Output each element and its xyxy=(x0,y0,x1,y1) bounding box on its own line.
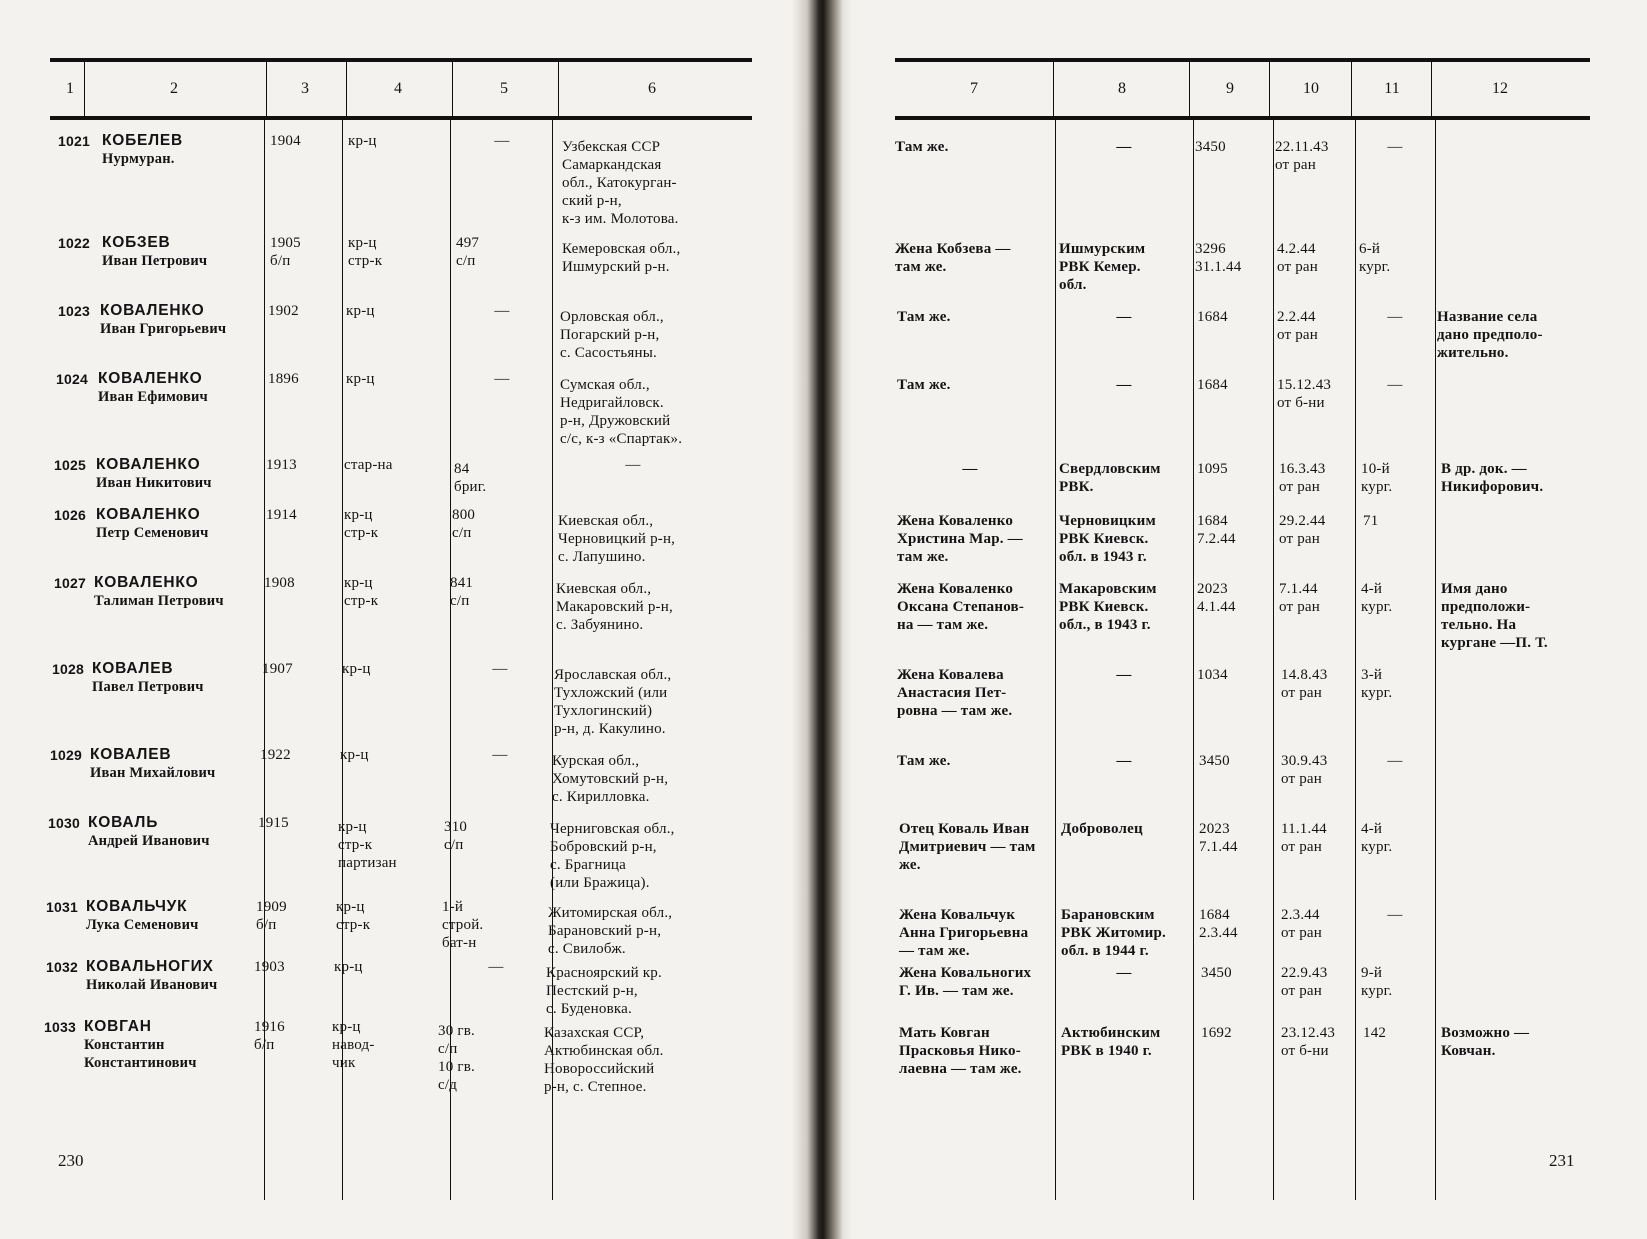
given-name: Талиман Петрович xyxy=(94,593,224,609)
given-name: Иван Григорьевич xyxy=(100,321,227,337)
right-page xyxy=(895,58,1590,1208)
address: Орловская обл., Погарский р-н, с. Сасостьяны. xyxy=(560,309,664,361)
relative: Жена Ковальногих Г. Ив. — там же. xyxy=(899,965,1032,999)
conscripted-by: Черновицким РВК Киевск. обл. в 1943 г. xyxy=(1059,513,1156,565)
grave: 4-й кург. xyxy=(1361,821,1393,855)
surname: КОВАЛЬНОГИХ xyxy=(86,958,214,975)
conscripted-by: Макаровским РВК Киевск. обл., в 1943 г. xyxy=(1059,581,1157,633)
conscripted-by: — xyxy=(1116,309,1132,325)
grave: — xyxy=(1387,907,1403,923)
surname: КОБЗЕВ xyxy=(102,234,171,251)
column-divider xyxy=(1053,62,1054,116)
column-header-10: 10 xyxy=(1303,80,1319,97)
death-date: 2.3.44 от ран xyxy=(1281,907,1322,941)
birth-year: 1915 xyxy=(258,815,289,831)
unit: 497 с/п xyxy=(456,235,480,269)
birth-year: 1905 б/п xyxy=(270,235,301,269)
row-number: 1021 xyxy=(58,133,90,149)
column-divider xyxy=(1431,62,1432,116)
relative: Жена Кобзева — там же. xyxy=(895,241,1011,275)
address: Курская обл., Хомутовский р-н, с. Кирилловка. xyxy=(552,753,669,805)
address: — xyxy=(625,457,641,473)
surname: КОВГАН xyxy=(84,1018,152,1035)
note: Название села дано предполо- жительно. xyxy=(1437,309,1543,361)
address: Киевская обл., Черновицкий р-н, с. Лапушино. xyxy=(558,513,676,565)
birth-year: 1907 xyxy=(262,661,293,677)
header-rule xyxy=(895,116,1590,120)
given-name: Иван Ефимович xyxy=(98,389,208,405)
note: В др. док. — Никифорович. xyxy=(1441,461,1544,495)
note: Возможно — Ковчан. xyxy=(1441,1025,1530,1059)
conscripted-by: — xyxy=(1116,965,1132,981)
column-header-11: 11 xyxy=(1384,80,1400,97)
relative: — xyxy=(962,461,978,477)
birth-year: 1916 б/п xyxy=(254,1019,285,1053)
column-9-value: 1684 xyxy=(1197,309,1228,325)
page-number: 230 xyxy=(58,1151,84,1170)
column-9-value: 2023 7.1.44 xyxy=(1199,821,1238,855)
column-divider xyxy=(1273,120,1274,1200)
given-name: Николай Иванович xyxy=(86,977,218,993)
surname: КОВАЛЕНКО xyxy=(96,456,201,473)
surname: КОВАЛЬЧУК xyxy=(86,898,188,915)
surname: КОВАЛЕНКО xyxy=(100,302,205,319)
column-header-5: 5 xyxy=(500,80,508,97)
address: Казахская ССР, Актюбинская обл. Новороссийский р-н, с. Степное. xyxy=(544,1025,664,1095)
row-number: 1024 xyxy=(56,371,88,387)
column-header-6: 6 xyxy=(648,80,656,97)
address: Кемеровская обл., Ишмурский р-н. xyxy=(562,241,681,275)
relative: Жена Коваленко Оксана Степанов- на — там же. xyxy=(897,581,1025,633)
row-number: 1033 xyxy=(44,1019,76,1035)
column-divider xyxy=(84,62,85,116)
birth-year: 1902 xyxy=(268,303,299,319)
conscripted-by: Барановским РВК Житомир. обл. в 1944 г. xyxy=(1061,907,1167,959)
conscripted-by: — xyxy=(1116,753,1132,769)
death-date: 16.3.43 от ран xyxy=(1279,461,1326,495)
given-name: Петр Семенович xyxy=(96,525,209,541)
column-header-9: 9 xyxy=(1226,80,1234,97)
rank: кр-ц xyxy=(340,747,369,763)
rank: кр-ц xyxy=(346,303,375,319)
unit: — xyxy=(494,303,510,319)
rank: кр-ц xyxy=(348,133,377,149)
address: Житомирская обл., Барановский р-н, с. Свилобж. xyxy=(548,905,673,957)
row-number: 1028 xyxy=(52,661,84,677)
unit: 841 с/п xyxy=(450,575,474,609)
grave: 4-й кург. xyxy=(1361,581,1393,615)
column-9-value: 3450 xyxy=(1199,753,1230,769)
column-divider xyxy=(1355,120,1356,1200)
address: Черниговская обл., Бобровский р-н, с. Брагница (или Бражица). xyxy=(550,821,675,891)
death-date: 22.11.43 от ран xyxy=(1275,139,1329,173)
unit: — xyxy=(492,747,508,763)
unit: 1-й строй. бат-н xyxy=(442,899,484,951)
given-name: Иван Петрович xyxy=(102,253,208,269)
row-number: 1030 xyxy=(48,815,80,831)
grave: 6-й кург. xyxy=(1359,241,1391,275)
column-9-value: 1034 xyxy=(1197,667,1228,683)
column-header-12: 12 xyxy=(1492,80,1508,97)
grave: 71 xyxy=(1363,513,1379,529)
rank: кр-ц xyxy=(334,959,363,975)
unit: 30 гв. с/п 10 гв. с/д xyxy=(438,1023,475,1093)
surname: КОВАЛЬ xyxy=(88,814,159,831)
column-9-value: 3450 xyxy=(1195,139,1226,155)
address: Узбекская ССР Самаркандская обл., Катокурган- ский р-н, к-з им. Молотова. xyxy=(562,139,679,227)
column-header-1: 1 xyxy=(66,80,74,97)
left-page xyxy=(44,58,752,1208)
surname: КОБЕЛЕВ xyxy=(102,132,184,149)
top-rule xyxy=(895,58,1590,62)
column-9-value: 1684 xyxy=(1197,377,1228,393)
page-number: 231 xyxy=(1549,1151,1575,1170)
rank: стар-на xyxy=(344,457,393,473)
rank: кр-ц стр-к xyxy=(344,575,379,609)
column-9-value: 3296 31.1.44 xyxy=(1195,241,1242,275)
column-header-4: 4 xyxy=(394,80,402,97)
death-date: 2.2.44 от ран xyxy=(1277,309,1318,343)
death-date: 11.1.44 от ран xyxy=(1281,821,1327,855)
surname: КОВАЛЕНКО xyxy=(98,370,203,387)
relative: Там же. xyxy=(897,377,951,393)
relative: Там же. xyxy=(897,309,951,325)
relative: Жена Коваленко Христина Мар. — там же. xyxy=(897,513,1023,565)
relative: Там же. xyxy=(895,139,949,155)
column-divider xyxy=(1193,120,1194,1200)
address: Красноярский кр. Пестский р-н, с. Буденовка. xyxy=(546,965,662,1017)
given-name: Константин Константинович xyxy=(84,1037,197,1071)
column-divider xyxy=(346,62,347,116)
rank: кр-ц стр-к xyxy=(344,507,379,541)
conscripted-by: Актюбинским РВК в 1940 г. xyxy=(1061,1025,1161,1059)
column-header-3: 3 xyxy=(301,80,309,97)
header-rule xyxy=(50,116,752,120)
birth-year: 1914 xyxy=(266,507,297,523)
grave: 10-й кург. xyxy=(1361,461,1393,495)
column-divider xyxy=(1269,62,1270,116)
death-date: 23.12.43 от б-ни xyxy=(1281,1025,1336,1059)
column-divider xyxy=(1351,62,1352,116)
column-9-value: 2023 4.1.44 xyxy=(1197,581,1236,615)
column-divider xyxy=(452,62,453,116)
column-9-value: 1692 xyxy=(1201,1025,1232,1041)
column-divider xyxy=(558,62,559,116)
column-9-value: 1095 xyxy=(1197,461,1228,477)
given-name: Андрей Иванович xyxy=(88,833,210,849)
grave: 9-й кург. xyxy=(1361,965,1393,999)
unit: 310 с/п xyxy=(444,819,468,853)
unit: — xyxy=(494,133,510,149)
grave: — xyxy=(1387,309,1403,325)
unit: — xyxy=(492,661,508,677)
address: Ярославская обл., Тухложский (или Тухлогинский) р-н, д. Какулино. xyxy=(554,667,672,737)
birth-year: 1908 xyxy=(264,575,295,591)
row-number: 1022 xyxy=(58,235,90,251)
birth-year: 1922 xyxy=(260,747,291,763)
conscripted-by: Ишмурским РВК Кемер. обл. xyxy=(1059,241,1146,293)
rank: кр-ц стр-к партизан xyxy=(338,819,397,871)
birth-year: 1904 xyxy=(270,133,301,149)
surname: КОВАЛЕВ xyxy=(90,746,172,763)
column-divider xyxy=(1435,120,1436,1200)
book-spine xyxy=(792,0,852,1239)
rank: кр-ц xyxy=(342,661,371,677)
grave: — xyxy=(1387,753,1403,769)
surname: КОВАЛЕНКО xyxy=(96,506,201,523)
column-header-7: 7 xyxy=(970,80,978,97)
given-name: Нурмуран. xyxy=(102,151,175,167)
column-9-value: 1684 7.2.44 xyxy=(1197,513,1236,547)
grave: 142 xyxy=(1363,1025,1387,1041)
top-rule xyxy=(50,58,752,62)
relative: Мать Ковган Прасковья Нико- лаевна — там же. xyxy=(899,1025,1022,1077)
column-9-value: 1684 2.3.44 xyxy=(1199,907,1238,941)
conscripted-by: — xyxy=(1116,377,1132,393)
conscripted-by: Доброволец xyxy=(1061,821,1143,837)
unit: — xyxy=(488,959,504,975)
column-header-8: 8 xyxy=(1118,80,1126,97)
column-header-2: 2 xyxy=(170,80,178,97)
relative: Жена Ковальчук Анна Григорьевна — там же. xyxy=(899,907,1029,959)
address: Сумская обл., Недригайловск. р-н, Дружовский с/с, к-з «Спартак». xyxy=(560,377,683,447)
rank: кр-ц навод- чик xyxy=(332,1019,375,1071)
unit: 84 бриг. xyxy=(454,461,487,495)
row-number: 1027 xyxy=(54,575,86,591)
given-name: Лука Семенович xyxy=(86,917,199,933)
address: Киевская обл., Макаровский р-н, с. Забуянино. xyxy=(556,581,673,633)
given-name: Иван Никитович xyxy=(96,475,212,491)
birth-year: 1896 xyxy=(268,371,299,387)
row-number: 1025 xyxy=(54,457,86,473)
grave: 3-й кург. xyxy=(1361,667,1393,701)
column-divider xyxy=(1055,120,1056,1200)
death-date: 4.2.44 от ран xyxy=(1277,241,1318,275)
row-number: 1023 xyxy=(58,303,90,319)
grave: — xyxy=(1387,139,1403,155)
row-number: 1032 xyxy=(46,959,78,975)
given-name: Иван Михайлович xyxy=(90,765,216,781)
rank: кр-ц стр-к xyxy=(336,899,371,933)
conscripted-by: — xyxy=(1116,667,1132,683)
birth-year: 1913 xyxy=(266,457,297,473)
column-divider xyxy=(1189,62,1190,116)
given-name: Павел Петрович xyxy=(92,679,204,695)
grave: — xyxy=(1387,377,1403,393)
relative: Жена Ковалева Анастасия Пет- ровна — там же. xyxy=(897,667,1013,719)
row-number: 1026 xyxy=(54,507,86,523)
note: Имя дано предположи- тельно. На кургане —П. Т. xyxy=(1441,581,1548,651)
death-date: 29.2.44 от ран xyxy=(1279,513,1326,547)
column-9-value: 3450 xyxy=(1201,965,1232,981)
death-date: 30.9.43 от ран xyxy=(1281,753,1328,787)
rank: кр-ц стр-к xyxy=(348,235,383,269)
birth-year: 1903 xyxy=(254,959,285,975)
surname: КОВАЛЕВ xyxy=(92,660,174,677)
relative: Отец Коваль Иван Дмитриевич — там же. xyxy=(899,821,1036,873)
unit: — xyxy=(494,371,510,387)
row-number: 1029 xyxy=(50,747,82,763)
conscripted-by: — xyxy=(1116,139,1132,155)
row-number: 1031 xyxy=(46,899,78,915)
unit: 800 с/п xyxy=(452,507,476,541)
birth-year: 1909 б/п xyxy=(256,899,287,933)
relative: Там же. xyxy=(897,753,951,769)
death-date: 15.12.43 от б-ни xyxy=(1277,377,1332,411)
rank: кр-ц xyxy=(346,371,375,387)
death-date: 14.8.43 от ран xyxy=(1281,667,1328,701)
death-date: 22.9.43 от ран xyxy=(1281,965,1328,999)
conscripted-by: Свердловским РВК. xyxy=(1059,461,1161,495)
column-divider xyxy=(266,62,267,116)
death-date: 7.1.44 от ран xyxy=(1279,581,1320,615)
surname: КОВАЛЕНКО xyxy=(94,574,199,591)
